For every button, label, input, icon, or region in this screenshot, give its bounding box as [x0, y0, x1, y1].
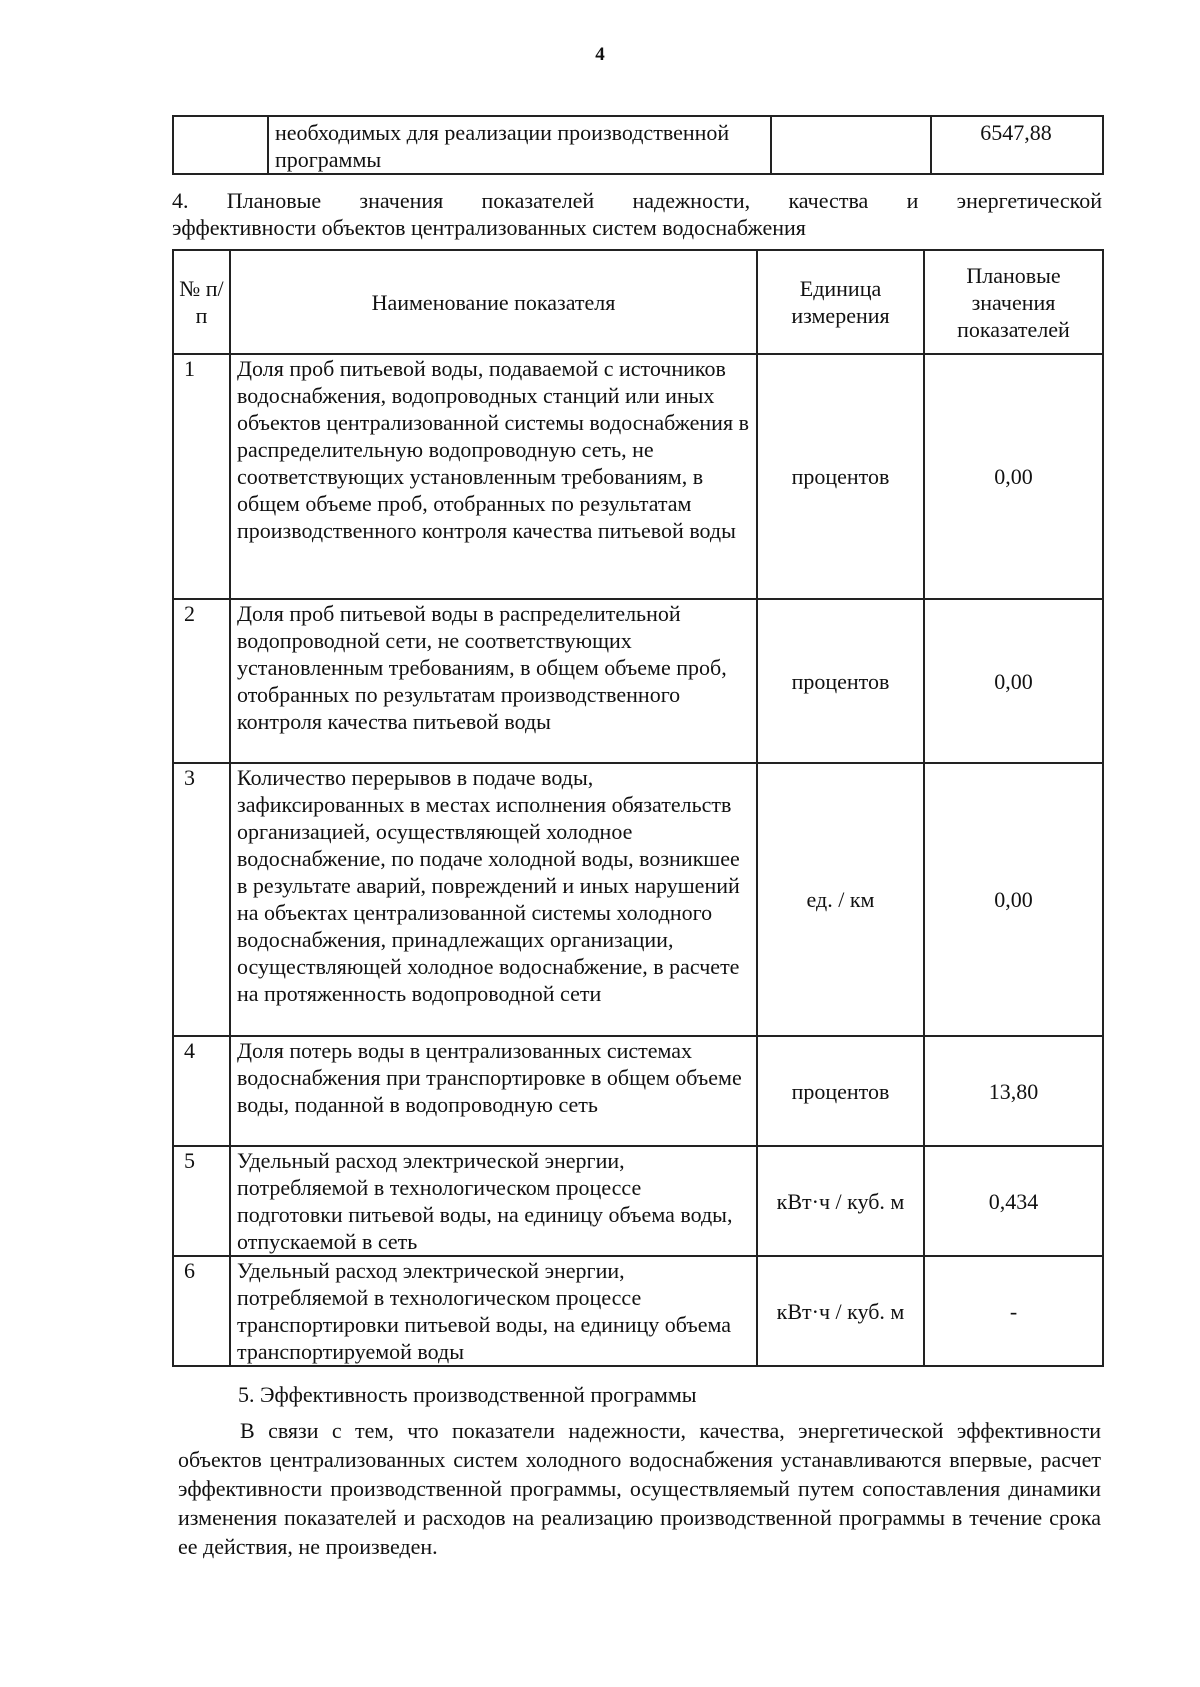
row-number: 2: [173, 599, 230, 763]
row-value: 0,00: [924, 354, 1103, 599]
row-unit: процентов: [757, 599, 924, 763]
row-number: 4: [173, 1036, 230, 1146]
row-number: 3: [173, 763, 230, 1036]
continuation-table: [172, 115, 1104, 175]
page-number: 4: [595, 44, 605, 65]
row-unit: кВт·ч / куб. м: [757, 1146, 924, 1256]
indicators-table: [172, 249, 1104, 1367]
row-value: 0,00: [924, 599, 1103, 763]
row-number: 5: [173, 1146, 230, 1256]
cell-empty: [771, 116, 931, 174]
section-4-heading-line2: эффективности объектов централизованных систем водоснабжения: [172, 215, 806, 240]
table-row: [173, 1146, 1103, 1256]
row-name: Доля проб питьевой воды, подаваемой с источников водоснабжения, водопроводных станций или иных объектов централизованной системы водоснабжения в распределительную водопроводную сеть, не соответствующих установленным требованиям, в общем объеме проб, отобранных по результатам производственного контроля качества питьевой воды: [230, 354, 757, 599]
row-number: 6: [173, 1256, 230, 1366]
section-5-heading: 5. Эффективность производственной программы: [238, 1382, 697, 1407]
section-5-paragraph: В связи с тем, что показатели надежности, качества, энергетической эффективности объектов централизованных систем холодного водоснабжения устанавливаются впервые, расчет эффективности производственной программы, осуществляемый путем сопоставления динамики изменения показателей и расходов на реализацию производственной программы в течение срока ее действия, не произведен.: [178, 1418, 1101, 1559]
cell-value: 6547,88: [931, 116, 1103, 174]
table-row: [173, 354, 1103, 599]
header-name: Наименование показателя: [230, 250, 757, 354]
row-number: 1: [173, 354, 230, 599]
row-unit: процентов: [757, 1036, 924, 1146]
header-value: Плановые значения показателей: [924, 250, 1103, 354]
table-row: [173, 1036, 1103, 1146]
row-name: Доля потерь воды в централизованных системах водоснабжения при транспортировке в общем объеме воды, поданной в водопроводную сеть: [230, 1036, 757, 1146]
table-header-row: [173, 250, 1103, 354]
row-unit: кВт·ч / куб. м: [757, 1256, 924, 1366]
header-no: № п/п: [173, 250, 230, 354]
row-name: Удельный расход электрической энергии, потребляемой в технологическом процессе транспортировки питьевой воды, на единицу объема транспортируемой воды: [230, 1256, 757, 1366]
row-name: Количество перерывов в подаче воды, зафиксированных в местах исполнения обязательств организацией, осуществляющей холодное водоснабжение, по подаче холодной воды, возникшее в результате аварий, повреждений и иных нарушений на объектах централизованной системы холодного водоснабжения, принадлежащих организации, осуществляющей холодное водоснабжение, в расчете на протяженность водопроводной сети: [230, 763, 757, 1036]
table-row: [173, 116, 1103, 174]
row-name: Удельный расход электрической энергии, потребляемой в технологическом процессе подготовки питьевой воды, на единицу объема воды, отпускаемой в сеть: [230, 1146, 757, 1256]
row-unit: процентов: [757, 354, 924, 599]
row-value: 13,80: [924, 1036, 1103, 1146]
row-unit: ед. / км: [757, 763, 924, 1036]
cell-empty: [173, 116, 268, 174]
row-value: -: [924, 1256, 1103, 1366]
header-unit: Единица измерения: [757, 250, 924, 354]
table-row: [173, 1256, 1103, 1366]
section-4-heading-line1: 4. Плановые значения показателей надежности, качества и энергетической: [172, 188, 1102, 213]
cell-name: необходимых для реализации производственной программы: [268, 116, 771, 174]
table-row: [173, 763, 1103, 1036]
row-value: 0,00: [924, 763, 1103, 1036]
table-row: [173, 599, 1103, 763]
row-name: Доля проб питьевой воды в распределительной водопроводной сети, не соответствующих установленным требованиям, в общем объеме проб, отобранных по результатам производственного контроля качества питьевой воды: [230, 599, 757, 763]
row-value: 0,434: [924, 1146, 1103, 1256]
